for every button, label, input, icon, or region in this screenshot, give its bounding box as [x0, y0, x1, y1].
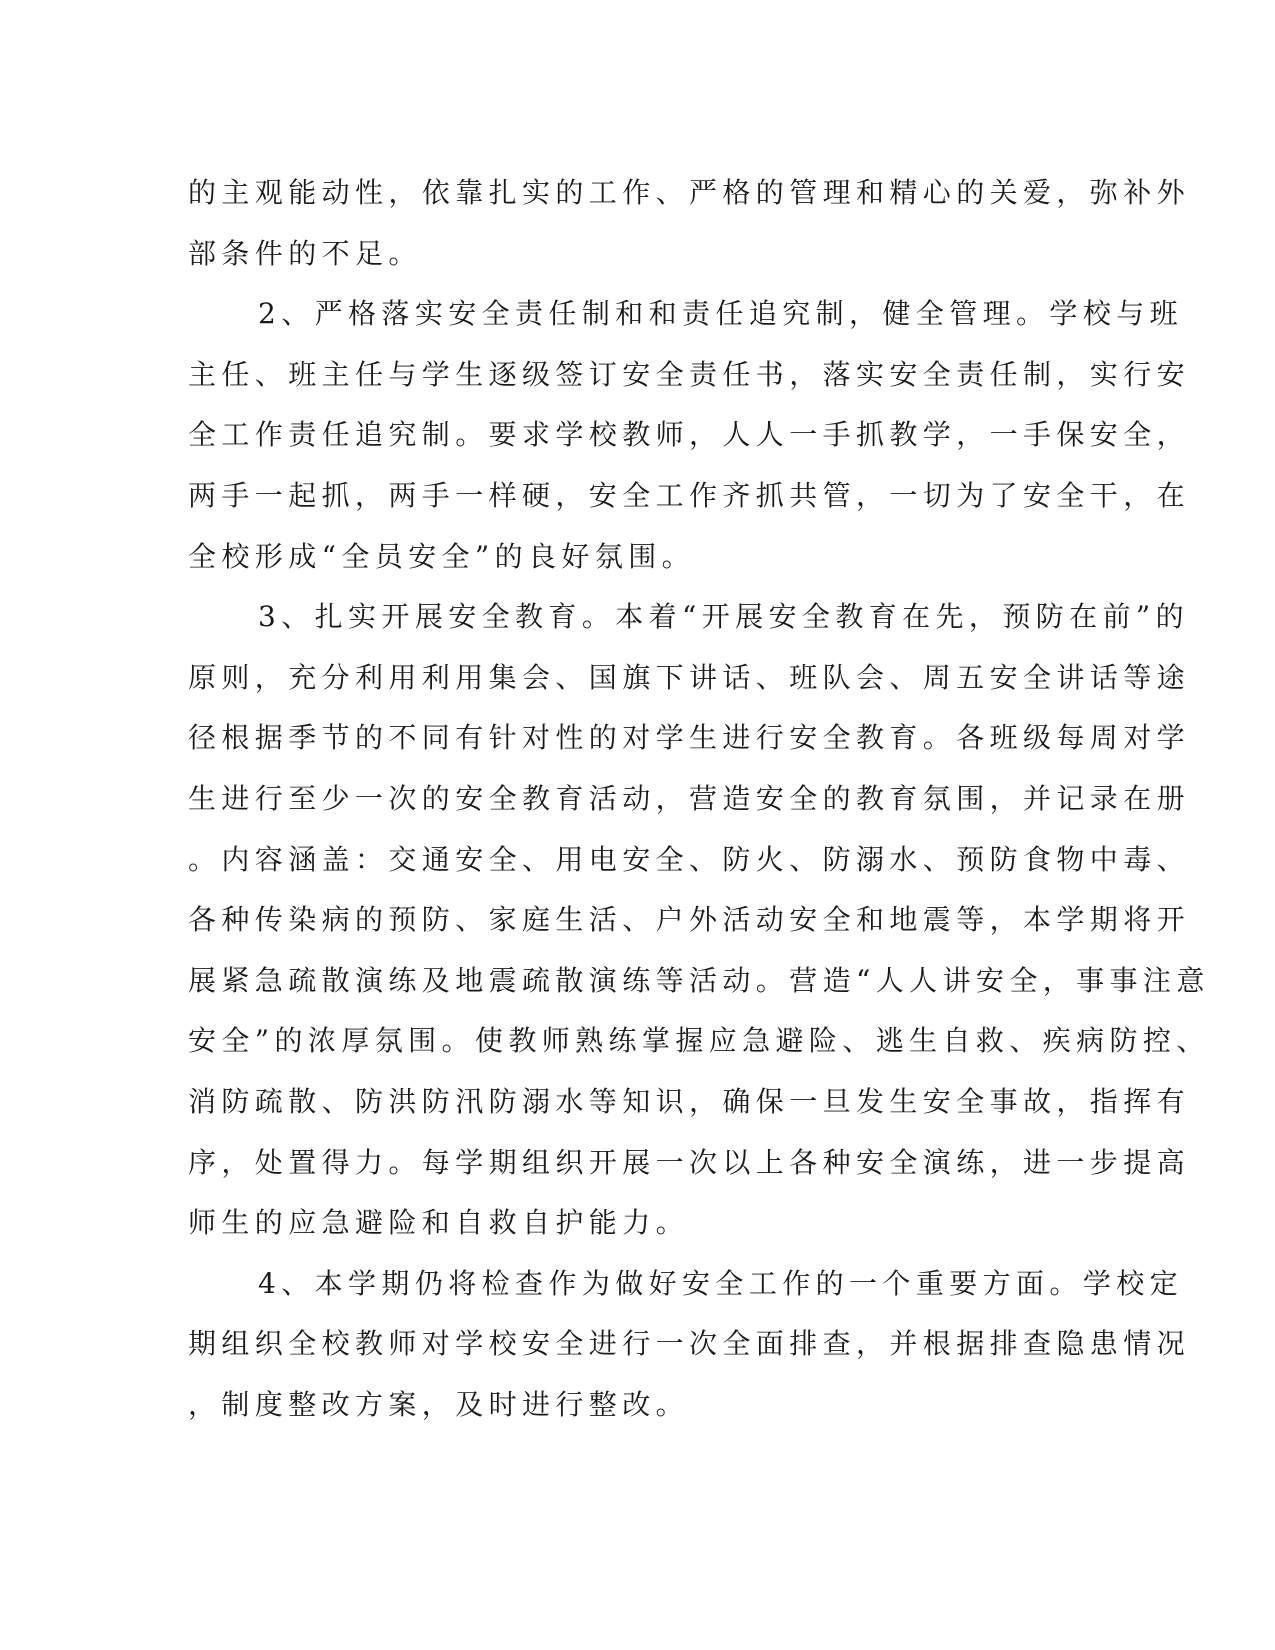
text-line: 展紧急疏散演练及地震疏散演练等活动。营造“人人讲安全，事事注意 [188, 963, 1210, 997]
text-line: 期组织全校教师对学校安全进行一次全面排查，并根据排查隐患情况 [188, 1327, 1191, 1361]
text-line: 生进行至少一次的安全教育活动，营造安全的教育氛围，并记录在册 [188, 781, 1191, 815]
text-line: 全工作责任追究制。要求学校教师，人人一手抓教学，一手保安全， [188, 418, 1191, 452]
text-line: 全校形成“全员安全”的良好氛围。 [188, 539, 696, 573]
text-line: 序，处置得力。每学期组织开展一次以上各种安全演练，进一步提高 [188, 1145, 1191, 1179]
paragraph-start-line: 3、扎实开展安全教育。本着“开展安全教育在先，预防在前”的 [258, 600, 1190, 634]
text-line: 径根据季节的不同有针对性的对学生进行安全教育。各班级每周对学 [188, 721, 1191, 755]
text-line: 消防疏散、防洪防汛防溺水等知识，确保一旦发生安全事故，指挥有 [188, 1084, 1191, 1118]
text-line: ，制度整改方案，及时进行整改。 [188, 1387, 690, 1421]
text-line: 原则，充分利用利用集会、国旗下讲话、班队会、周五安全讲话等途 [188, 660, 1191, 694]
text-line: 各种传染病的预防、家庭生活、户外活动安全和地震等，本学期将开 [188, 903, 1191, 937]
paragraph-start-line: 2、严格落实安全责任制和和责任追究制，健全管理。学校与班 [258, 297, 1184, 331]
text-line: 主任、班主任与学生逐级签订安全责任书，落实安全责任制，实行安 [188, 357, 1191, 391]
paragraph-start-line: 4、本学期仍将检查作为做好安全工作的一个重要方面。学校定 [258, 1266, 1184, 1300]
text-line: 部条件的不足。 [188, 236, 422, 270]
body-text [188, 163, 1210, 1435]
text-line: 安全”的浓厚氛围。使教师熟练掌握应急避险、逃生自救、疾病防控、 [188, 1024, 1210, 1058]
text-line: 两手一起抓，两手一样硬，安全工作齐抓共管，一切为了安全干，在 [188, 478, 1191, 512]
text-line: 师生的应急避险和自救自护能力。 [188, 1206, 690, 1240]
text-line: 的主观能动性，依靠扎实的工作、严格的管理和精心的关爱，弥补外 [188, 176, 1191, 209]
text-line: 。内容涵盖：交通安全、用电安全、防火、防溺水、预防食物中毒、 [188, 842, 1191, 876]
